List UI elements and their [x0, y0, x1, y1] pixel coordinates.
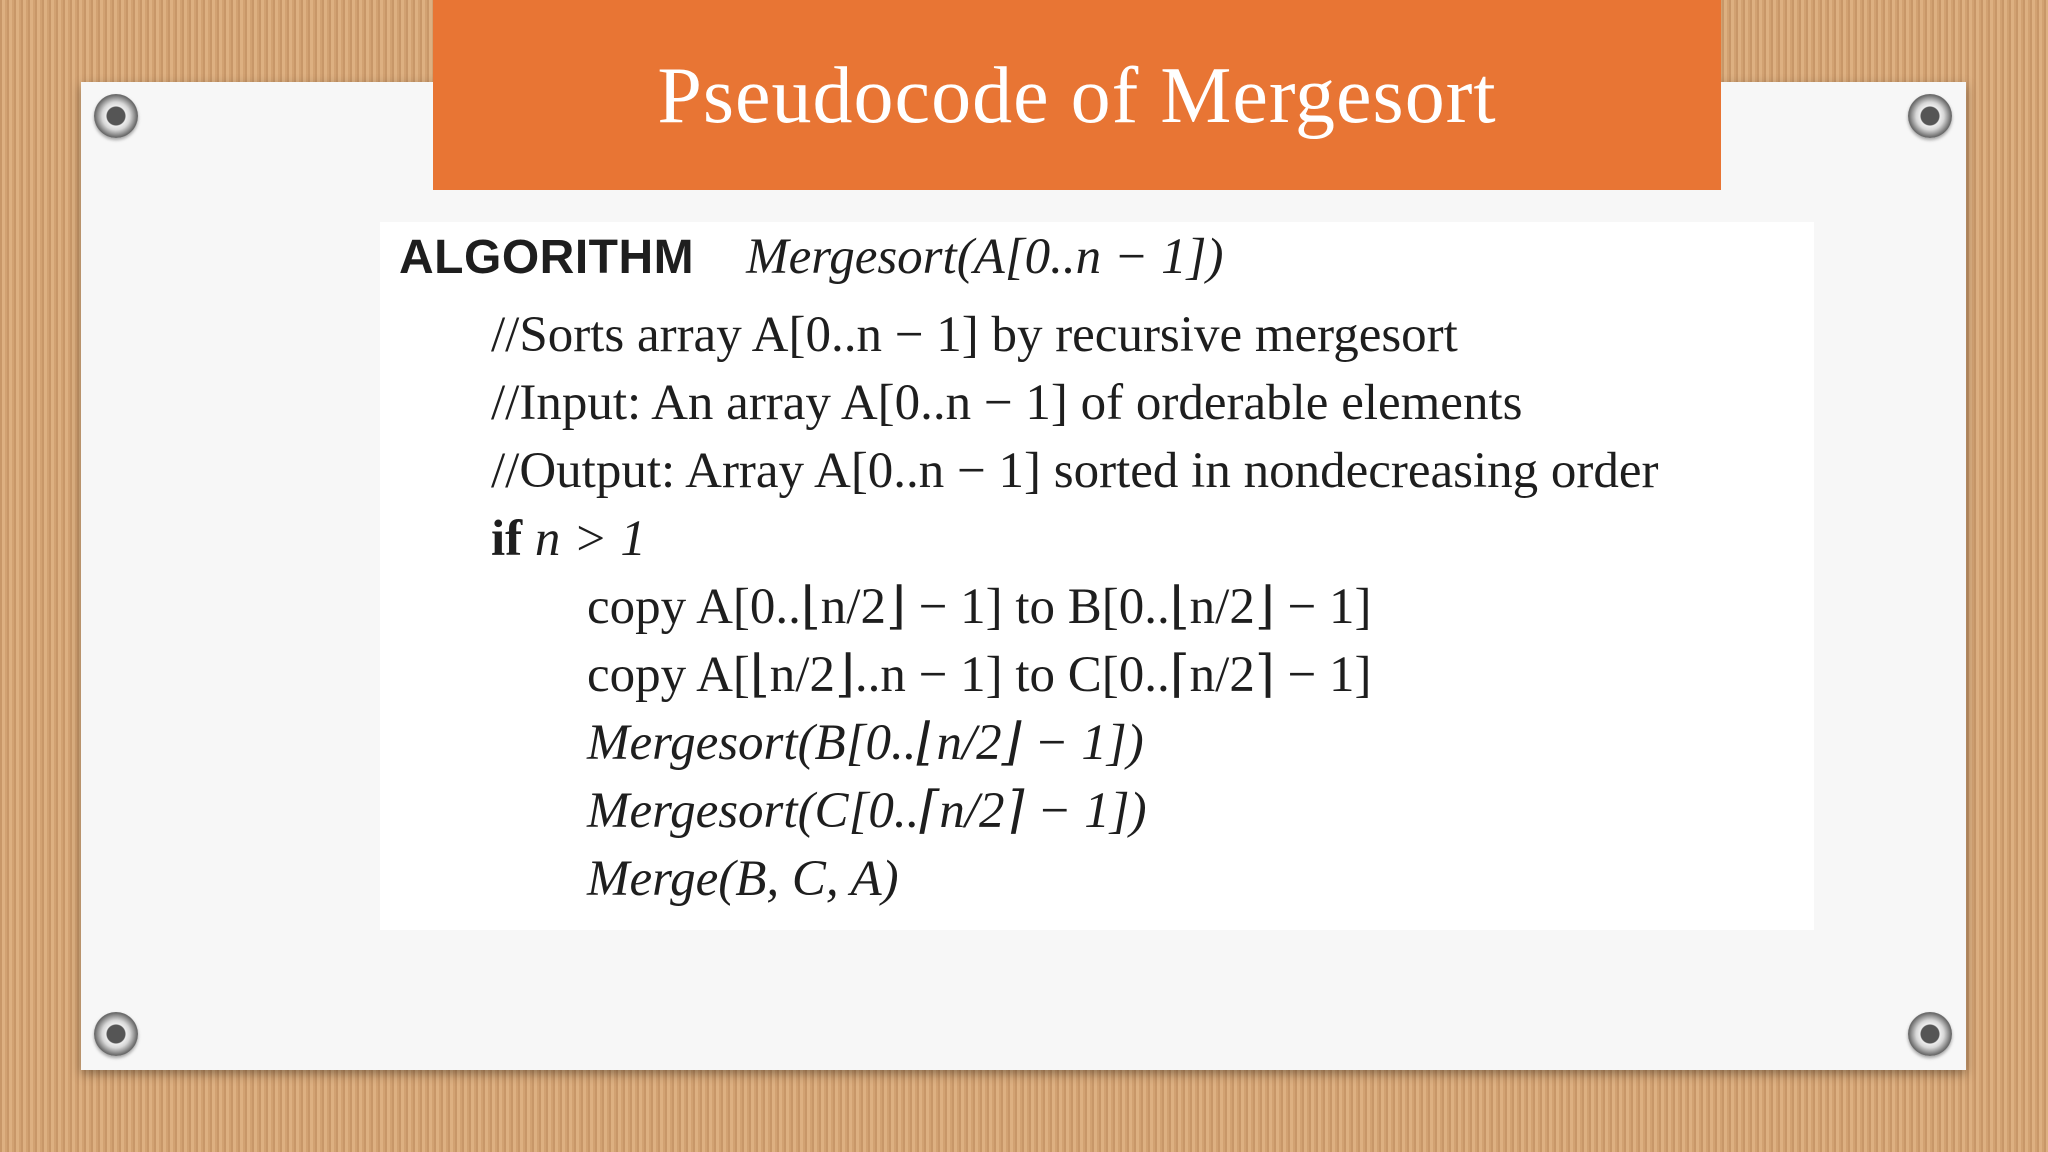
merge-call-line: Merge(B, C, A) — [587, 851, 899, 907]
algorithm-header-line — [399, 229, 1224, 285]
grommet-icon — [1908, 94, 1952, 138]
if-condition-line — [491, 511, 646, 567]
if-condition: n > 1 — [522, 511, 646, 567]
recurse-b-line: Mergesort(B[0..⌊n/2⌋ − 1]) — [587, 715, 1144, 771]
algorithm-signature: Mergesort(A[0..n − 1]) — [746, 229, 1224, 285]
algorithm-keyword: ALGORITHM — [399, 231, 695, 284]
copy-to-c-line: copy A[⌊n/2⌋..n − 1] to C[0..⌈n/2⌉ − 1] — [587, 647, 1372, 703]
comment-output-line: //Output: Array A[0..n − 1] sorted in nondecreasing order — [491, 443, 1659, 499]
slide-title: Pseudocode of Mergesort — [657, 51, 1497, 140]
comment-input-line: //Input: An array A[0..n − 1] of orderable elements — [491, 375, 1523, 431]
recurse-c-line: Mergesort(C[0..⌈n/2⌉ − 1]) — [587, 783, 1147, 839]
grommet-icon — [94, 1012, 138, 1056]
grommet-icon — [1908, 1012, 1952, 1056]
title-banner — [433, 0, 1721, 190]
grommet-icon — [94, 94, 138, 138]
comment-sorts-line: //Sorts array A[0..n − 1] by recursive mergesort — [491, 307, 1458, 363]
if-keyword: if — [491, 511, 523, 567]
copy-to-b-line: copy A[0..⌊n/2⌋ − 1] to B[0..⌊n/2⌋ − 1] — [587, 579, 1372, 635]
pseudocode-block — [380, 222, 1814, 930]
